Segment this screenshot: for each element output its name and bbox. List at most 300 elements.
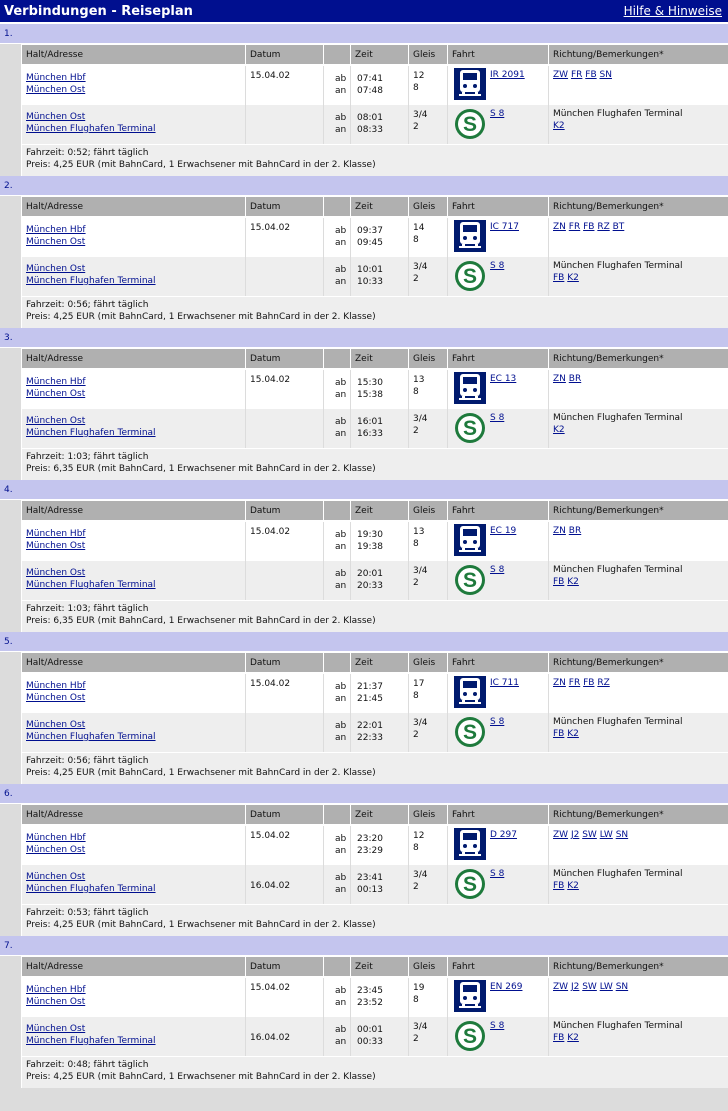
column-divider xyxy=(548,978,549,1056)
train-link[interactable]: IR 2091 xyxy=(490,70,525,80)
departure-station-link[interactable]: München Ost xyxy=(26,872,86,882)
arrival-time: 08:33 xyxy=(357,125,383,135)
departure-station-link[interactable]: München Ost xyxy=(26,1024,86,1034)
remark-code-link[interactable]: K2 xyxy=(567,577,579,587)
remark-code-link[interactable]: K2 xyxy=(567,881,579,891)
remark-code-link[interactable]: ZN xyxy=(553,678,566,688)
departure-time: 21:37 xyxy=(357,682,383,692)
column-header-cell xyxy=(324,501,350,520)
column-divider xyxy=(323,218,324,296)
arrival-station-link[interactable]: München Flughafen Terminal xyxy=(26,1036,156,1046)
train-icon xyxy=(454,524,486,556)
departure-station-link[interactable]: München Ost xyxy=(26,720,86,730)
an-label: an xyxy=(335,581,347,591)
col-halt-header: Halt/Adresse xyxy=(26,962,84,972)
column-divider xyxy=(548,522,549,600)
departure-time: 08:01 xyxy=(357,113,383,123)
arrival-time: 09:45 xyxy=(357,238,383,248)
connection-header-bar xyxy=(0,480,728,499)
departure-platform: 3/4 xyxy=(413,566,428,576)
direction-text: München Flughafen Terminal xyxy=(553,565,683,575)
connection-block xyxy=(0,176,728,328)
col-halt-header: Halt/Adresse xyxy=(26,50,84,60)
remark-codes xyxy=(553,273,579,283)
departure-station-link[interactable]: München Hbf xyxy=(26,225,86,235)
remark-code-link[interactable]: SN xyxy=(615,982,629,992)
column-divider xyxy=(350,370,351,448)
remark-code-link[interactable]: LW xyxy=(599,982,613,992)
row-gutter xyxy=(0,652,21,784)
col-gleis-header: Gleis xyxy=(413,354,436,364)
train-link[interactable]: EC 13 xyxy=(490,374,517,384)
arrival-station-link[interactable]: München Flughafen Terminal xyxy=(26,276,156,286)
remark-code-link[interactable]: BR xyxy=(568,374,582,384)
remark-codes xyxy=(553,577,579,587)
col-gleis-header: Gleis xyxy=(413,658,436,668)
travel-duration: Fahrzeit: 0:52; fährt täglich xyxy=(26,148,149,158)
col-halt-header: Halt/Adresse xyxy=(26,202,84,212)
column-divider xyxy=(245,66,246,144)
remark-codes xyxy=(553,678,610,688)
column-divider xyxy=(245,218,246,296)
departure-station-link[interactable]: München Ost xyxy=(26,416,86,426)
column-divider xyxy=(245,674,246,752)
col-halt-header: Halt/Adresse xyxy=(26,506,84,516)
s-bahn-icon xyxy=(454,564,486,596)
arrival-station-link[interactable]: München Flughafen Terminal xyxy=(26,428,156,438)
connection-header-bar xyxy=(0,328,728,347)
connection-block xyxy=(0,480,728,632)
an-label: an xyxy=(335,998,347,1008)
arrival-time: 10:33 xyxy=(357,277,383,287)
connection-number: 5. xyxy=(4,637,13,647)
arrival-time: 20:33 xyxy=(357,581,383,591)
arrival-station-link[interactable]: München Ost xyxy=(26,541,86,551)
fare-price: Preis: 4,25 EUR (mit BahnCard, 1 Erwachsener mit BahnCard in der 2. Klasse) xyxy=(26,160,376,170)
column-header-cell xyxy=(324,653,350,672)
train-icon xyxy=(454,68,486,100)
remark-codes xyxy=(553,729,579,739)
row-gutter xyxy=(0,804,21,936)
arrival-station-link[interactable]: München Ost xyxy=(26,389,86,399)
column-divider xyxy=(350,522,351,600)
column-divider xyxy=(408,826,409,904)
remark-code-link[interactable]: K2 xyxy=(567,273,579,283)
ab-label: ab xyxy=(335,378,347,388)
arrival-station-link[interactable]: München Ost xyxy=(26,693,86,703)
train-icon xyxy=(454,220,486,252)
arrival-station-link[interactable]: München Flughafen Terminal xyxy=(26,884,156,894)
arrival-station-link[interactable]: München Ost xyxy=(26,997,86,1007)
an-label: an xyxy=(335,733,347,743)
connection-number: 7. xyxy=(4,941,13,951)
arrival-platform: 2 xyxy=(413,426,419,436)
svg-text:S: S xyxy=(462,113,478,136)
remark-code-link[interactable]: K2 xyxy=(567,729,579,739)
an-label: an xyxy=(335,1037,347,1047)
departure-platform: 17 xyxy=(413,679,425,689)
departure-station-link[interactable]: München Hbf xyxy=(26,985,86,995)
ab-label: ab xyxy=(335,721,347,731)
leg-row xyxy=(22,674,728,712)
remark-code-link[interactable]: LW xyxy=(599,830,613,840)
travel-date: 15.04.02 xyxy=(250,831,291,841)
connection-block xyxy=(0,936,728,1088)
arrival-platform: 8 xyxy=(413,235,419,245)
departure-time: 23:45 xyxy=(357,986,383,996)
arrival-station-link[interactable]: München Flughafen Terminal xyxy=(26,124,156,134)
column-header-cell xyxy=(324,349,350,368)
column-divider xyxy=(408,370,409,448)
remark-code-link[interactable]: ZW xyxy=(553,70,569,80)
remark-codes xyxy=(553,222,624,232)
connection-number: 4. xyxy=(4,485,13,495)
row-gutter xyxy=(0,44,21,176)
remark-code-link[interactable]: FB xyxy=(553,881,565,891)
remark-code-link[interactable]: FB xyxy=(583,222,595,232)
arrival-time: 00:33 xyxy=(357,1037,383,1047)
col-richtung-header: Richtung/Bemerkungen* xyxy=(553,50,664,60)
departure-time: 15:30 xyxy=(357,378,383,388)
travel-date: 15.04.02 xyxy=(250,527,291,537)
departure-station-link[interactable]: München Hbf xyxy=(26,377,86,387)
departure-station-link[interactable]: München Ost xyxy=(26,264,86,274)
train-icon xyxy=(454,676,486,708)
column-divider xyxy=(245,370,246,448)
column-divider xyxy=(323,370,324,448)
arrival-time: 07:48 xyxy=(357,86,383,96)
col-zeit-header: Zeit xyxy=(355,658,373,668)
ab-label: ab xyxy=(335,417,347,427)
s-bahn-icon xyxy=(454,108,486,140)
fare-price: Preis: 4,25 EUR (mit BahnCard, 1 Erwachsener mit BahnCard in der 2. Klasse) xyxy=(26,1072,376,1082)
col-richtung-header: Richtung/Bemerkungen* xyxy=(553,810,664,820)
fare-price: Preis: 4,25 EUR (mit BahnCard, 1 Erwachsener mit BahnCard in der 2. Klasse) xyxy=(26,920,376,930)
arrival-platform: 8 xyxy=(413,387,419,397)
departure-platform: 12 xyxy=(413,831,425,841)
column-header-cell xyxy=(324,957,350,976)
train-link[interactable]: S 8 xyxy=(490,565,505,575)
column-divider xyxy=(245,826,246,904)
train-link[interactable]: EN 269 xyxy=(490,982,523,992)
col-fahrt-header: Fahrt xyxy=(452,962,475,972)
page-title: Verbindungen - Reiseplan xyxy=(4,4,193,19)
column-divider xyxy=(408,978,409,1056)
remark-code-link[interactable]: K2 xyxy=(553,121,565,131)
connection-number: 1. xyxy=(4,29,13,39)
train-icon xyxy=(454,980,486,1012)
remark-code-link[interactable]: ZW xyxy=(553,982,569,992)
remark-codes xyxy=(553,830,628,840)
departure-platform: 3/4 xyxy=(413,110,428,120)
ab-label: ab xyxy=(335,74,347,84)
remark-code-link[interactable]: RZ xyxy=(597,222,610,232)
remark-code-link[interactable]: FB xyxy=(585,70,597,80)
col-halt-header: Halt/Adresse xyxy=(26,658,84,668)
arrival-time: 22:33 xyxy=(357,733,383,743)
ab-label: ab xyxy=(335,226,347,236)
travel-date: 15.04.02 xyxy=(250,679,291,689)
arrival-platform: 2 xyxy=(413,274,419,284)
remark-codes xyxy=(553,374,581,384)
arrival-platform: 2 xyxy=(413,578,419,588)
remark-codes xyxy=(553,121,565,131)
column-divider xyxy=(548,218,549,296)
remark-code-link[interactable]: FR xyxy=(568,222,581,232)
arrival-platform: 8 xyxy=(413,843,419,853)
column-divider xyxy=(323,826,324,904)
an-label: an xyxy=(335,885,347,895)
connection-list xyxy=(0,24,728,1088)
remark-code-link[interactable]: ZW xyxy=(553,830,569,840)
column-divider xyxy=(548,826,549,904)
departure-time: 00:01 xyxy=(357,1025,383,1035)
departure-platform: 3/4 xyxy=(413,870,428,880)
arrival-time: 23:52 xyxy=(357,998,383,1008)
svg-text:S: S xyxy=(462,1025,478,1048)
travel-date: 15.04.02 xyxy=(250,71,291,81)
arrival-platform: 2 xyxy=(413,122,419,132)
connection-block xyxy=(0,784,728,936)
svg-text:S: S xyxy=(462,569,478,592)
connection-block xyxy=(0,24,728,176)
remark-code-link[interactable]: SN xyxy=(599,70,612,80)
remark-code-link[interactable]: K2 xyxy=(553,425,565,435)
arrival-platform: 8 xyxy=(413,995,419,1005)
train-link[interactable]: S 8 xyxy=(490,413,505,423)
fare-price: Preis: 4,25 EUR (mit BahnCard, 1 Erwachsener mit BahnCard in der 2. Klasse) xyxy=(26,312,376,322)
col-zeit-header: Zeit xyxy=(355,810,373,820)
fare-price: Preis: 6,35 EUR (mit BahnCard, 1 Erwachsener mit BahnCard in der 2. Klasse) xyxy=(26,616,376,626)
remark-code-link[interactable]: ZN xyxy=(553,526,566,536)
col-datum-header: Datum xyxy=(250,658,281,668)
departure-platform: 3/4 xyxy=(413,718,428,728)
remark-code-link[interactable]: FB xyxy=(553,1033,565,1043)
train-icon xyxy=(454,372,486,404)
remark-code-link[interactable]: K2 xyxy=(567,1033,579,1043)
train-link[interactable]: S 8 xyxy=(490,109,505,119)
an-label: an xyxy=(335,125,347,135)
train-link[interactable]: S 8 xyxy=(490,717,505,727)
remark-code-link[interactable]: BR xyxy=(568,526,582,536)
col-zeit-header: Zeit xyxy=(355,354,373,364)
remark-code-link[interactable]: RZ xyxy=(597,678,610,688)
train-link[interactable]: IC 711 xyxy=(490,678,519,688)
row-gutter xyxy=(0,348,21,480)
connection-number: 2. xyxy=(4,181,13,191)
s-bahn-icon xyxy=(454,1020,486,1052)
departure-station-link[interactable]: München Hbf xyxy=(26,73,86,83)
connection-number: 3. xyxy=(4,333,13,343)
row-gutter xyxy=(0,956,21,1088)
departure-time: 16:01 xyxy=(357,417,383,427)
remark-codes xyxy=(553,881,579,891)
column-divider xyxy=(447,978,448,1056)
departure-time: 07:41 xyxy=(357,74,383,84)
remark-code-link[interactable]: FR xyxy=(568,678,581,688)
remark-code-link[interactable]: J2 xyxy=(570,982,580,992)
remark-code-link[interactable]: FB xyxy=(553,577,565,587)
connection-header-bar xyxy=(0,936,728,955)
departure-station-link[interactable]: München Hbf xyxy=(26,681,86,691)
departure-time: 23:20 xyxy=(357,834,383,844)
s-bahn-icon xyxy=(454,868,486,900)
col-halt-header: Halt/Adresse xyxy=(26,354,84,364)
col-halt-header: Halt/Adresse xyxy=(26,810,84,820)
help-link[interactable]: Hilfe & Hinweise xyxy=(623,4,722,18)
arrival-station-link[interactable]: München Ost xyxy=(26,237,86,247)
arrival-time: 15:38 xyxy=(357,390,383,400)
departure-station-link[interactable]: München Ost xyxy=(26,112,86,122)
travel-duration: Fahrzeit: 0:48; fährt täglich xyxy=(26,1060,149,1070)
arrival-time: 00:13 xyxy=(357,885,383,895)
remark-code-link[interactable]: FR xyxy=(570,70,583,80)
column-divider xyxy=(548,66,549,144)
travel-duration: Fahrzeit: 0:53; fährt täglich xyxy=(26,908,149,918)
departure-platform: 19 xyxy=(413,983,425,993)
departure-time: 22:01 xyxy=(357,721,383,731)
departure-platform: 12 xyxy=(413,71,425,81)
col-richtung-header: Richtung/Bemerkungen* xyxy=(553,962,664,972)
col-gleis-header: Gleis xyxy=(413,202,436,212)
train-link[interactable]: D 297 xyxy=(490,830,517,840)
arrival-station-link[interactable]: München Flughafen Terminal xyxy=(26,732,156,742)
column-divider xyxy=(408,66,409,144)
train-link[interactable]: IC 717 xyxy=(490,222,519,232)
col-datum-header: Datum xyxy=(250,202,281,212)
s-bahn-icon xyxy=(454,716,486,748)
connection-number: 6. xyxy=(4,789,13,799)
connection-block xyxy=(0,328,728,480)
an-label: an xyxy=(335,429,347,439)
remark-codes xyxy=(553,1033,579,1043)
remark-code-link[interactable]: BT xyxy=(612,222,625,232)
footer-bar xyxy=(0,1088,728,1111)
column-divider xyxy=(548,370,549,448)
train-link[interactable]: S 8 xyxy=(490,1021,505,1031)
direction-text: München Flughafen Terminal xyxy=(553,261,683,271)
column-divider xyxy=(245,978,246,1056)
remark-code-link[interactable]: ZN xyxy=(553,222,566,232)
remark-code-link[interactable]: SW xyxy=(582,830,597,840)
departure-time: 19:30 xyxy=(357,530,383,540)
svg-text:S: S xyxy=(462,721,478,744)
col-richtung-header: Richtung/Bemerkungen* xyxy=(553,354,664,364)
ab-label: ab xyxy=(335,530,347,540)
col-fahrt-header: Fahrt xyxy=(452,810,475,820)
travel-date: 15.04.02 xyxy=(250,375,291,385)
train-icon xyxy=(454,828,486,860)
arrival-station-link[interactable]: München Ost xyxy=(26,85,86,95)
arrival-platform: 8 xyxy=(413,83,419,93)
column-divider xyxy=(323,674,324,752)
col-gleis-header: Gleis xyxy=(413,810,436,820)
remark-code-link[interactable]: SW xyxy=(582,982,597,992)
departure-time: 23:41 xyxy=(357,873,383,883)
arrival-station-link[interactable]: München Ost xyxy=(26,845,86,855)
departure-platform: 13 xyxy=(413,375,425,385)
leg-row xyxy=(22,522,728,560)
train-link[interactable]: S 8 xyxy=(490,261,505,271)
column-divider xyxy=(323,522,324,600)
ab-label: ab xyxy=(335,986,347,996)
arrival-time: 16:33 xyxy=(357,429,383,439)
col-richtung-header: Richtung/Bemerkungen* xyxy=(553,202,664,212)
remark-codes xyxy=(553,982,628,992)
arrival-platform: 2 xyxy=(413,730,419,740)
an-label: an xyxy=(335,542,347,552)
col-fahrt-header: Fahrt xyxy=(452,202,475,212)
col-datum-header: Datum xyxy=(250,50,281,60)
arrival-station-link[interactable]: München Flughafen Terminal xyxy=(26,580,156,590)
arrival-platform: 8 xyxy=(413,691,419,701)
col-gleis-header: Gleis xyxy=(413,962,436,972)
remark-code-link[interactable]: FB xyxy=(553,273,565,283)
row-gutter xyxy=(0,500,21,632)
column-divider xyxy=(447,674,448,752)
connection-header-bar xyxy=(0,24,728,43)
travel-date: 15.04.02 xyxy=(250,983,291,993)
arrival-platform: 2 xyxy=(413,1034,419,1044)
ab-label: ab xyxy=(335,1025,347,1035)
svg-text:S: S xyxy=(462,265,478,288)
connection-header-bar xyxy=(0,176,728,195)
ab-label: ab xyxy=(335,834,347,844)
departure-platform: 3/4 xyxy=(413,262,428,272)
col-zeit-header: Zeit xyxy=(355,962,373,972)
remark-code-link[interactable]: FB xyxy=(583,678,595,688)
departure-time: 10:01 xyxy=(357,265,383,275)
an-label: an xyxy=(335,277,347,287)
train-link[interactable]: S 8 xyxy=(490,869,505,879)
departure-platform: 3/4 xyxy=(413,414,428,424)
ab-label: ab xyxy=(335,569,347,579)
departure-station-link[interactable]: München Hbf xyxy=(26,529,86,539)
column-divider xyxy=(408,674,409,752)
departure-platform: 3/4 xyxy=(413,1022,428,1032)
remark-code-link[interactable]: SN xyxy=(615,830,629,840)
column-divider xyxy=(447,522,448,600)
remark-code-link[interactable]: J2 xyxy=(570,830,580,840)
col-datum-header: Datum xyxy=(250,962,281,972)
column-divider xyxy=(350,66,351,144)
col-fahrt-header: Fahrt xyxy=(452,354,475,364)
svg-text:S: S xyxy=(462,873,478,896)
leg-row xyxy=(22,370,728,408)
train-link[interactable]: EC 19 xyxy=(490,526,517,536)
page-header xyxy=(0,0,728,22)
travel-duration: Fahrzeit: 0:56; fährt täglich xyxy=(26,300,149,310)
s-bahn-icon xyxy=(454,260,486,292)
remark-code-link[interactable]: FB xyxy=(553,729,565,739)
column-header-cell xyxy=(324,197,350,216)
an-label: an xyxy=(335,694,347,704)
column-divider xyxy=(245,522,246,600)
remark-code-link[interactable]: ZN xyxy=(553,374,566,384)
col-datum-header: Datum xyxy=(250,354,281,364)
ab-label: ab xyxy=(335,873,347,883)
col-fahrt-header: Fahrt xyxy=(452,506,475,516)
departure-station-link[interactable]: München Ost xyxy=(26,568,86,578)
an-label: an xyxy=(335,238,347,248)
departure-station-link[interactable]: München Hbf xyxy=(26,833,86,843)
ab-label: ab xyxy=(335,113,347,123)
fare-price: Preis: 4,25 EUR (mit BahnCard, 1 Erwachsener mit BahnCard in der 2. Klasse) xyxy=(26,768,376,778)
remark-codes xyxy=(553,70,612,80)
col-richtung-header: Richtung/Bemerkungen* xyxy=(553,658,664,668)
col-fahrt-header: Fahrt xyxy=(452,658,475,668)
col-gleis-header: Gleis xyxy=(413,50,436,60)
